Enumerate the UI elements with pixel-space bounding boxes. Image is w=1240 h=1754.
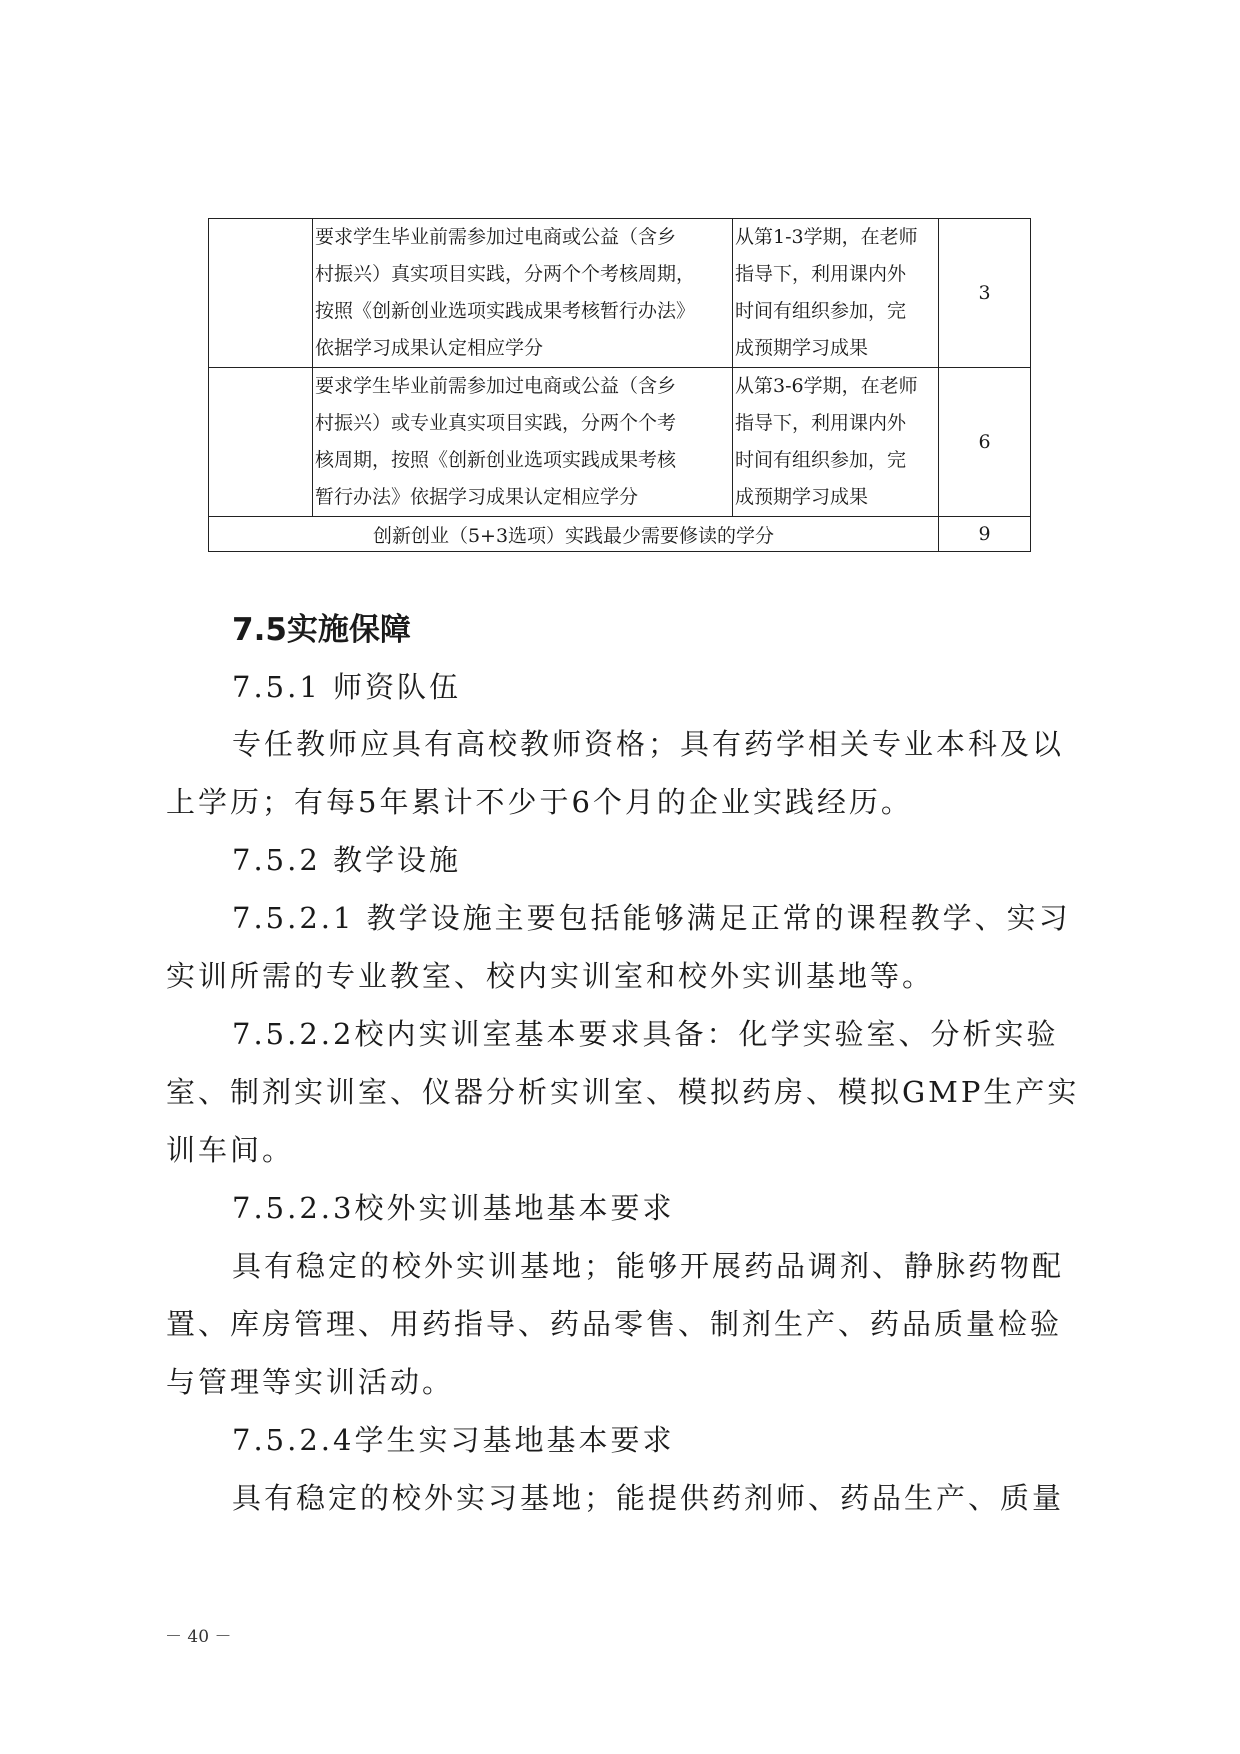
summary-label: 创新创业（5+3选项）实践最少需要修读的学分 bbox=[209, 517, 939, 552]
cell-line: 指导下，利用课内外 bbox=[735, 263, 907, 285]
cell-line: 要求学生毕业前需参加过电商或公益（含乡 bbox=[315, 375, 677, 397]
category-cell bbox=[209, 219, 313, 368]
credit-table bbox=[208, 218, 1031, 552]
cell-line: 要求学生毕业前需参加过电商或公益（含乡 bbox=[315, 226, 677, 248]
subsection-title: 7.5.2.3校外实训基地基本要求 bbox=[232, 1191, 675, 1225]
subsection-title: 7.5.2.4学生实习基地基本要求 bbox=[232, 1423, 675, 1457]
paragraph-line: 具有稳定的校外实训基地；能够开展药品调剂、静脉药物配 bbox=[232, 1249, 1065, 1283]
table-summary-row bbox=[209, 517, 1031, 552]
subsection-title: 7.5.1 师资队伍 bbox=[232, 670, 462, 704]
page-number: － 40 － bbox=[165, 1627, 232, 1647]
cell-line: 核周期，按照《创新创业选项实践成果考核 bbox=[315, 449, 677, 471]
cell-line: 时间有组织参加，完 bbox=[735, 449, 907, 471]
cell-line: 从第1-3学期，在老师 bbox=[735, 226, 918, 248]
paragraph-line: 上学历；有每5年累计不少于6个月的企业实践经历。 bbox=[166, 785, 913, 819]
cell-line: 依据学习成果认定相应学分 bbox=[315, 337, 544, 359]
credit-table-container bbox=[208, 218, 1030, 552]
paragraph-line: 训车间。 bbox=[166, 1133, 295, 1167]
summary-credit: 9 bbox=[939, 517, 1031, 552]
cell-line: 按照《创新创业选项实践成果考核暂行办法》 bbox=[315, 300, 696, 322]
cell-line: 从第3-6学期，在老师 bbox=[735, 375, 918, 397]
credit-cell: 3 bbox=[939, 219, 1031, 368]
paragraph-line: 实训所需的专业教室、校内实训室和校外实训基地等。 bbox=[166, 959, 935, 993]
cell-line: 指导下，利用课内外 bbox=[735, 412, 907, 434]
cell-line: 时间有组织参加，完 bbox=[735, 300, 907, 322]
paragraph-line: 具有稳定的校外实习基地；能提供药剂师、药品生产、质量 bbox=[232, 1481, 1065, 1515]
paragraph-line: 7.5.2.1 教学设施主要包括能够满足正常的课程教学、实习 bbox=[232, 901, 1071, 935]
schedule-cell bbox=[733, 368, 939, 517]
cell-line: 成预期学习成果 bbox=[735, 486, 869, 508]
paragraph-line: 7.5.2.2校内实训室基本要求具备：化学实验室、分析实验 bbox=[232, 1017, 1059, 1051]
requirement-cell bbox=[313, 368, 733, 517]
requirement-cell bbox=[313, 219, 733, 368]
schedule-cell bbox=[733, 219, 939, 368]
paragraph-line: 专任教师应具有高校教师资格；具有药学相关专业本科及以 bbox=[232, 727, 1065, 761]
table-row bbox=[209, 368, 1031, 517]
section-heading: 7.5实施保障 bbox=[232, 612, 411, 648]
paragraph-line: 置、库房管理、用药指导、药品零售、制剂生产、药品质量检验 bbox=[166, 1307, 1063, 1341]
cell-line: 成预期学习成果 bbox=[735, 337, 869, 359]
paragraph-line: 室、制剂实训室、仪器分析实训室、模拟药房、模拟GMP生产实 bbox=[166, 1075, 1080, 1109]
paragraph-line: 与管理等实训活动。 bbox=[166, 1365, 455, 1399]
category-cell bbox=[209, 368, 313, 517]
table-row bbox=[209, 219, 1031, 368]
cell-line: 村振兴）或专业真实项目实践，分两个个考 bbox=[315, 412, 677, 434]
credit-cell: 6 bbox=[939, 368, 1031, 517]
cell-line: 村振兴）真实项目实践，分两个个考核周期， bbox=[315, 263, 696, 285]
cell-line: 暂行办法》依据学习成果认定相应学分 bbox=[315, 486, 639, 508]
subsection-title: 7.5.2 教学设施 bbox=[232, 843, 462, 877]
